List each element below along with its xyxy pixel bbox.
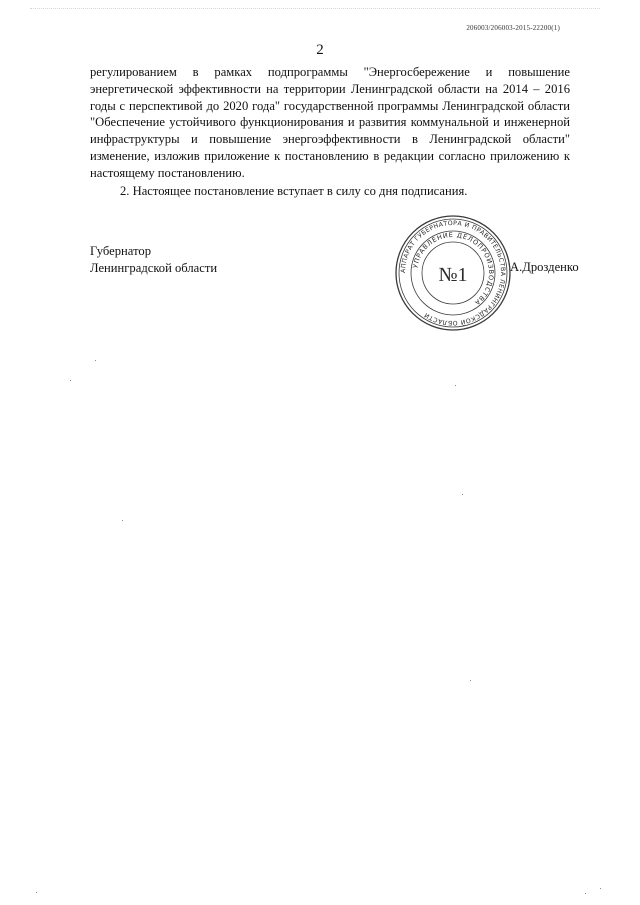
scan-speck	[470, 680, 471, 681]
scan-speck	[122, 520, 123, 521]
document-reference: 206003/206003-2015-22200(1)	[466, 24, 560, 32]
scan-artifact-dots	[30, 8, 600, 10]
document-body	[90, 64, 570, 199]
seal-inner-text: УПРАВЛЕНИЕ ДЕЛОПРОИЗВОДСТВА	[411, 230, 496, 308]
scan-speck	[70, 380, 71, 381]
seal-ring-text: АППАРАТ ГУБЕРНАТОРА И ПРАВИТЕЛЬСТВА ЛЕНИНГРАДСКОЙ ОБЛАСТИ	[399, 219, 507, 327]
signer-title-line1: Губернатор	[90, 244, 151, 258]
seal-center-text: №1	[438, 264, 468, 286]
paragraph-item-2: 2. Настоящее постановление вступает в силу со дня подписания.	[120, 183, 468, 198]
signer-title	[90, 243, 217, 277]
scan-speck	[462, 494, 463, 495]
signer-title-line2: Ленинградской области	[90, 261, 218, 275]
official-seal	[393, 213, 513, 333]
scan-speck	[585, 893, 586, 894]
scan-speck	[455, 385, 456, 386]
signer-name: А.Дрозденко	[510, 260, 579, 274]
page-number: 2	[316, 42, 324, 58]
scan-speck	[600, 888, 601, 889]
scan-speck	[95, 360, 96, 361]
paragraph-continuation: регулированием в рамках подпрограммы "Энергосбережение и повышение энергетической эффективности на территории Ленинградской области на 2014 – 2016 годы с перспективой до 2020 года" государственной программы Ленинградской области "Обеспечение устойчивого функционирования и развития коммунальной и инженерной инфраструктуры и повышение энергоэффективности в Ленинградской области" изменение, изложив приложение к постановлению в редакции согласно приложению к настоящему постановлению.	[90, 65, 570, 180]
scan-speck	[36, 892, 37, 893]
